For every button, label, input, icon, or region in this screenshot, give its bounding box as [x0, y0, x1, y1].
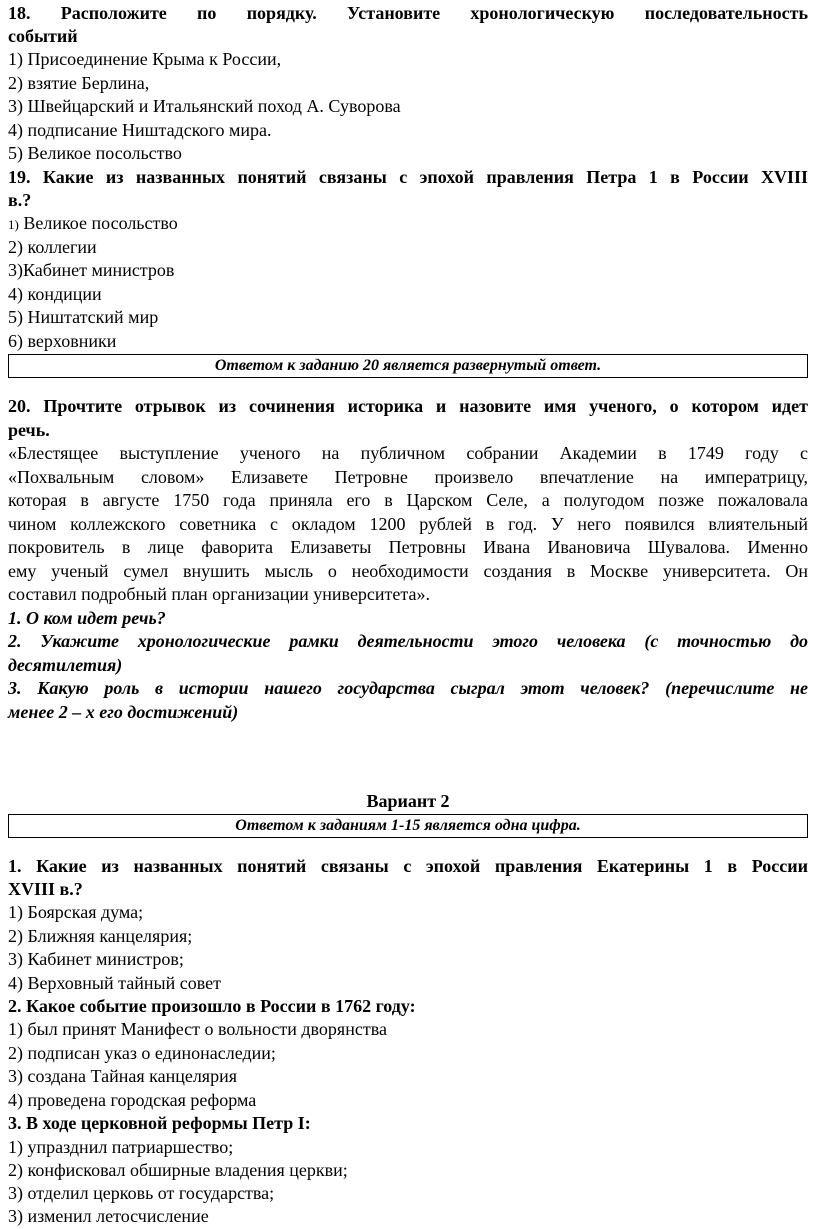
q20-subquestion-1: 1. О ком идет речь?: [8, 608, 166, 628]
q20-title-line2: речь.: [8, 420, 50, 440]
v2-q3-option-1: 1) упразднил патриаршество;: [8, 1137, 234, 1157]
answer-format-banner-20: Ответом к заданию 20 является развернутый ответ.: [8, 354, 808, 378]
q20-subquestion-2-line1: 2. Укажите хронологические рамки деятельности этого человека (с точностью до: [8, 631, 808, 651]
v2-q3-title: 3. В ходе церковной реформы Петр I:: [8, 1113, 311, 1133]
q18-option-2: 2) взятие Берлина,: [8, 73, 150, 93]
q19-option-2: 2) коллегии: [8, 237, 97, 257]
q20-passage-line: которая в августе 1750 года приняла его в Царском Селе, а полугодом позже пожаловала: [8, 490, 808, 510]
q20-passage-line: чином коллежского советника с окладом 1200 рублей в год. У него появился влиятельный: [8, 514, 808, 534]
v2-q3-option-3: 3) отделил церковь от государства;: [8, 1183, 275, 1203]
q20-subquestion-2-line2: десятилетия): [8, 655, 123, 675]
q20-passage-line: «Похвальным словом» Елизавете Петровне произвело впечатление на императрицу,: [8, 467, 808, 487]
q19-option-3: 3)Кабинет министров: [8, 260, 175, 280]
v2-q1-title-line2: XVIII в.?: [8, 879, 83, 899]
q18-title-line2: событий: [8, 26, 78, 46]
q19-title-line2: в.?: [8, 190, 32, 210]
v2-q3-option-2: 2) конфисковал обширные владения церкви;: [8, 1160, 348, 1180]
q20-passage-line: ему ученый сумел внушить мысль о необходимости создания в Москве университета. Он: [8, 561, 808, 581]
q20-passage-line: составил подробный план организации университета».: [8, 584, 430, 604]
q20-subquestion-3-line2: менее 2 – х его достижений): [8, 702, 239, 722]
q18-option-3: 3) Швейцарский и Итальянский поход А. Суворова: [8, 96, 401, 116]
variant-heading: Вариант 2: [366, 791, 450, 811]
v2-q1-option-3: 3) Кабинет министров;: [8, 949, 184, 969]
q19-option-1-text: Великое посольство: [18, 213, 178, 233]
q18-option-1: 1) Присоединение Крыма к России,: [8, 49, 282, 69]
q20-passage-line: покровитель в лице фаворита Елизаветы Петровны Ивана Ивановича Шувалова. Именно: [8, 537, 808, 557]
q19-option-1-number: 1): [8, 217, 19, 232]
q20-title-line1: 20. Прочтите отрывок из сочинения историка и назовите имя ученого, о котором идет: [8, 396, 808, 416]
q19-option-5: 5) Ништатский мир: [8, 307, 159, 327]
q19-option-1: [8, 212, 808, 237]
q18-option-4: 4) подписание Ништадского мира.: [8, 120, 272, 140]
v2-q2-option-4: 4) проведена городская реформа: [8, 1090, 257, 1110]
q20-passage-line: «Блестящее выступление ученого на публичном собрании Академии в 1749 году с: [8, 443, 808, 463]
v2-q2-option-1: 1) был принят Манифест о вольности дворянства: [8, 1019, 387, 1039]
v2-q2-option-2: 2) подписан указ о единонаследии;: [8, 1043, 276, 1063]
v2-q1-option-2: 2) Ближняя канцелярия;: [8, 926, 193, 946]
v2-q2-title: 2. Какое событие произошло в России в 1762 году:: [8, 996, 416, 1016]
v2-q1-title-line1: 1. Какие из названных понятий связаны с эпохой правления Екатерины 1 в России: [8, 856, 808, 876]
q19-title-line1: 19. Какие из названных понятий связаны с эпохой правления Петра 1 в России XVIII: [8, 167, 808, 187]
q18-title-line1: 18. Расположите по порядку. Установите хронологическую последовательность: [8, 3, 808, 23]
v2-q1-option-1: 1) Боярская дума;: [8, 902, 144, 922]
q20-subquestion-3-line1: 3. Какую роль в истории нашего государства сыграл этот человек? (перечислите не: [8, 678, 808, 698]
v2-q3-option-4: 3) изменил летосчисление: [8, 1206, 209, 1226]
answer-format-banner-1-15: Ответом к заданиям 1-15 является одна цифра.: [8, 814, 808, 838]
v2-q1-option-4: 4) Верховный тайный совет: [8, 973, 221, 993]
q18-option-5: 5) Великое посольство: [8, 143, 182, 163]
v2-q2-option-3: 3) создана Тайная канцелярия: [8, 1066, 237, 1086]
q19-option-4: 4) кондиции: [8, 284, 102, 304]
q19-option-6: 6) верховники: [8, 331, 117, 351]
